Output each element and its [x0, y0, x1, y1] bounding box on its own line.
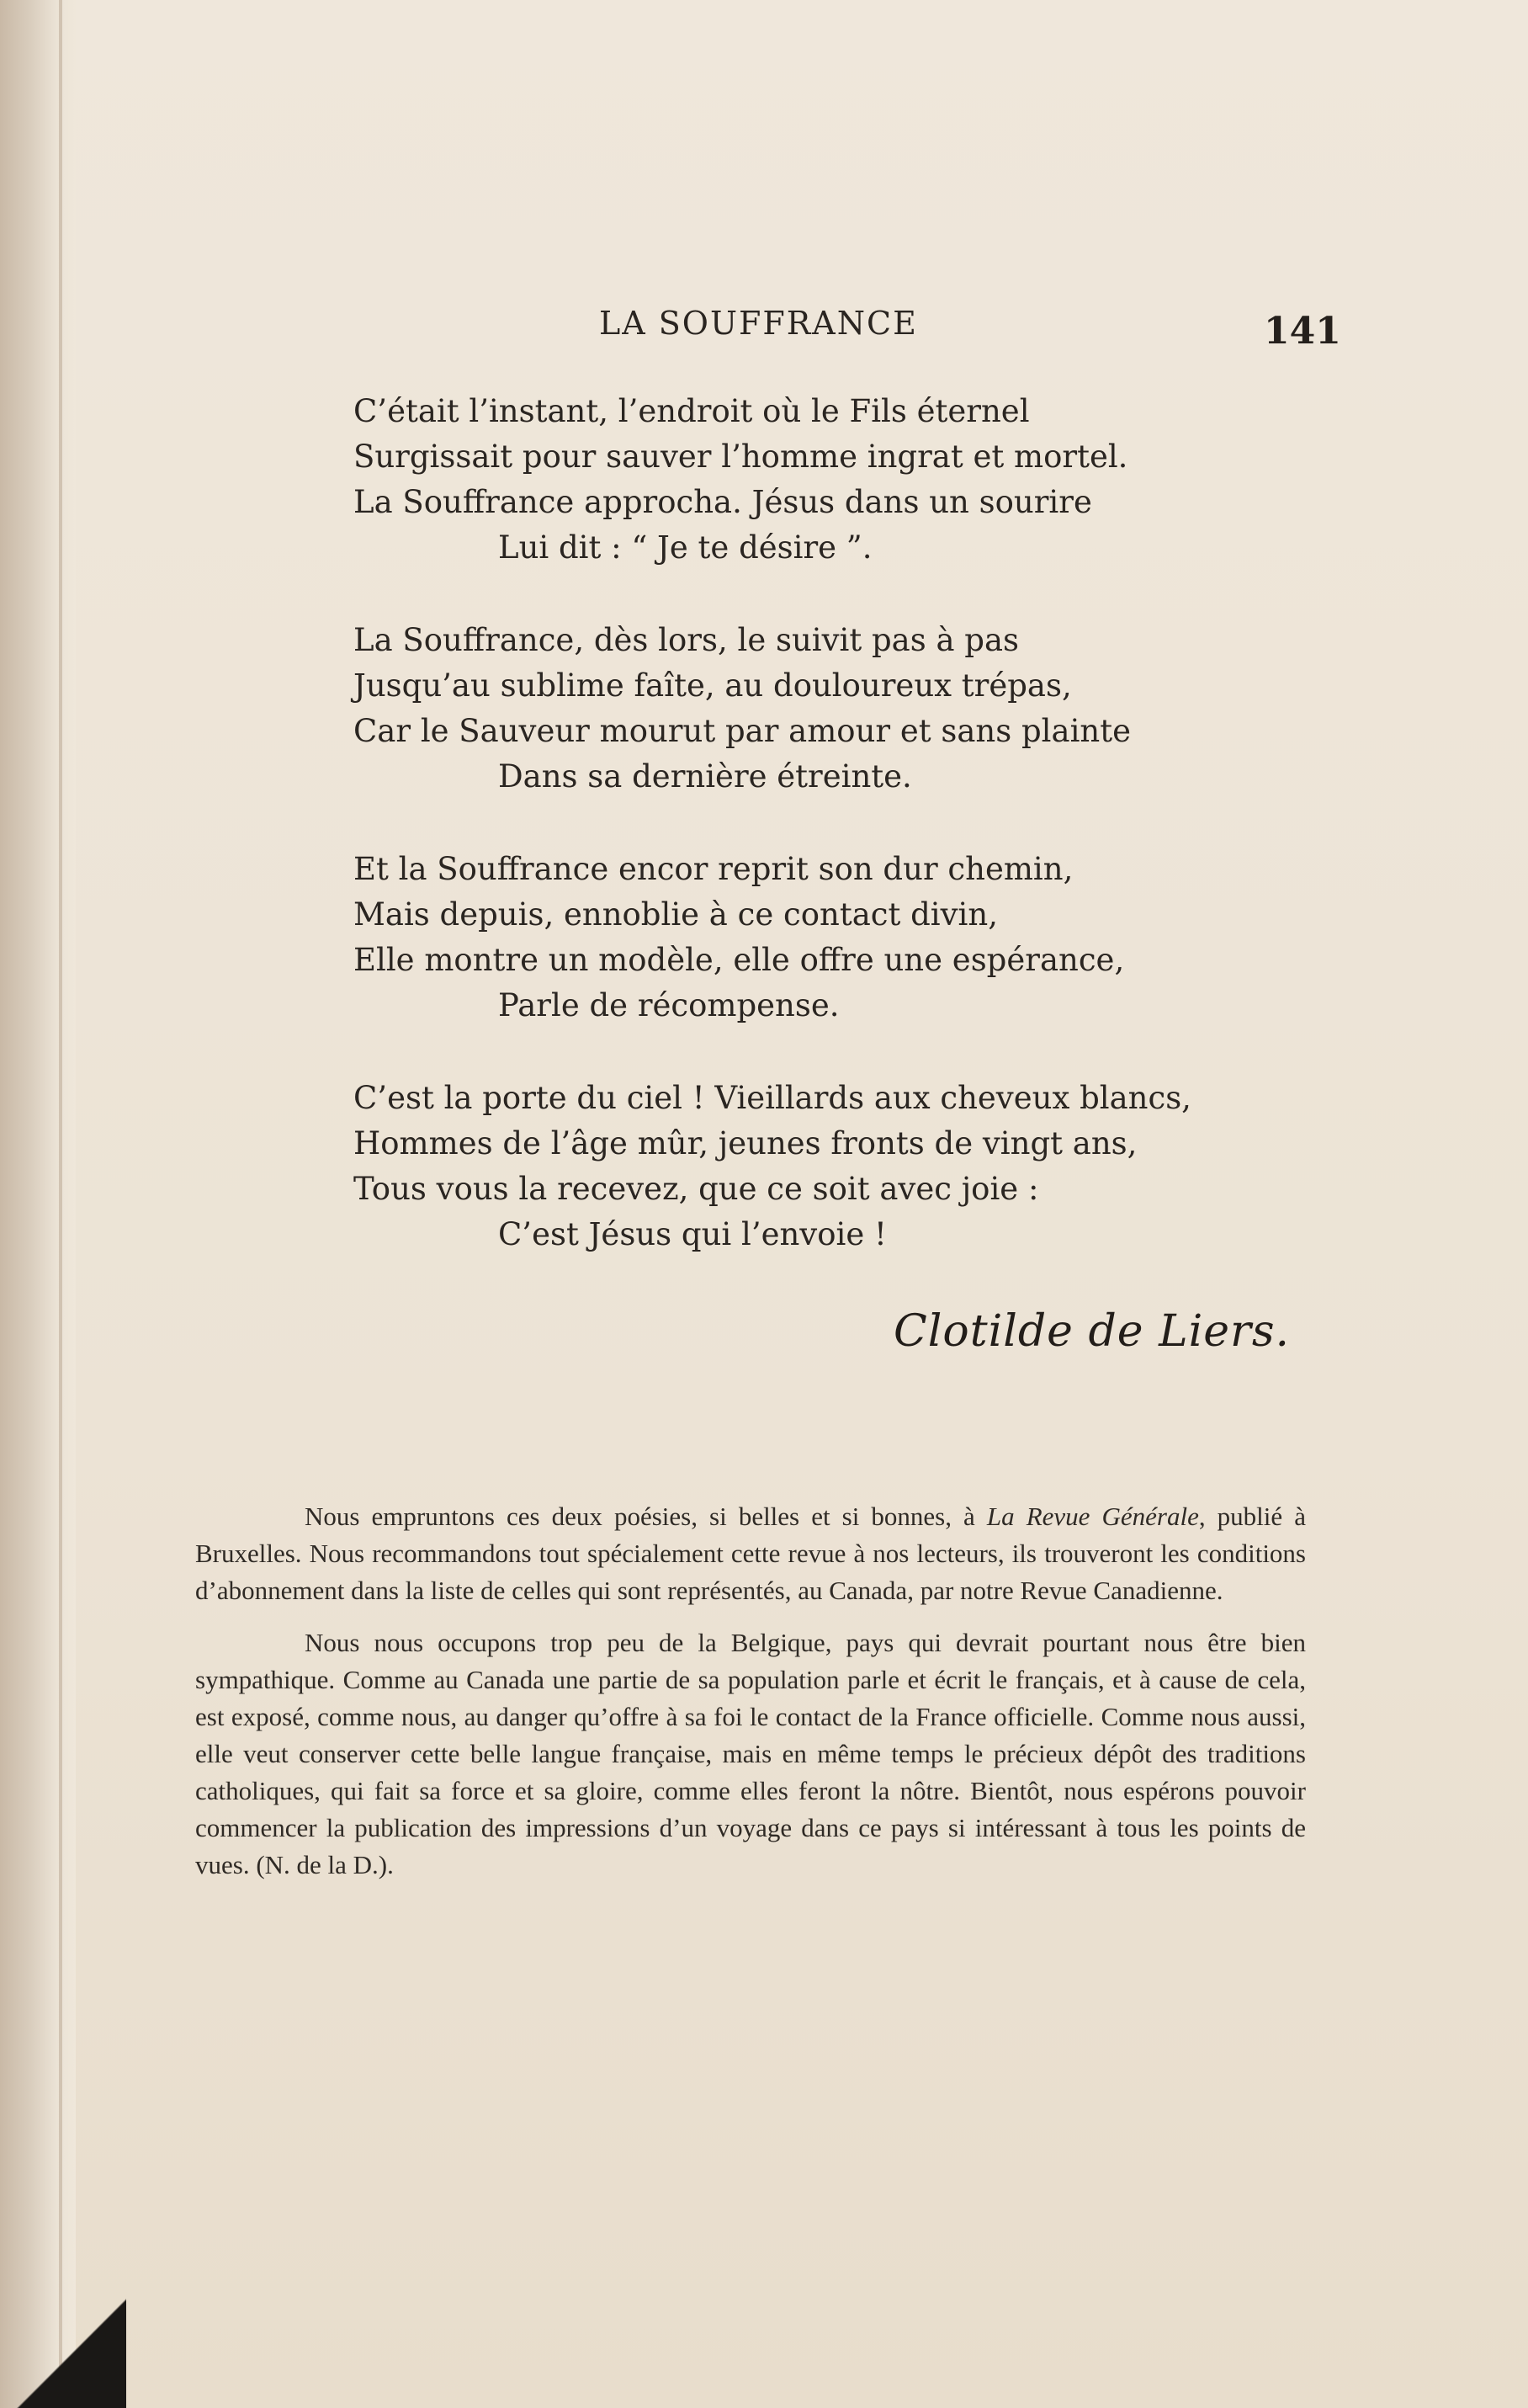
poem-refrain-line: Parle de récompense.: [498, 987, 840, 1023]
note-paragraph-2: Nous nous occupons trop peu de la Belgique, pays qui devrait pourtant nous être bien sympathique. Comme au Canada une partie de sa population parle et écrit le français, et à cause de cela, est exposé, comme nous, au danger qu’offre à sa foi le contact de la France officielle. Comme nous aussi, elle veut conserver cette belle langue française, mais en même temps le précieux dépôt des traditions catholiques, qui fait sa force et sa gloire, comme elles feront la nôtre. Bientôt, nous espérons pouvoir commencer la publication des impressions d’un voyage dans ce pays si intéressant à tous les points de vues. (N. de la D.).: [195, 1628, 1306, 1879]
poem-line: Mais depuis, ennoblie à ce contact divin,: [353, 896, 998, 933]
poem-refrain-line: C’est Jésus qui l’envoie !: [498, 1216, 887, 1252]
poem-line: Et la Souffrance encor reprit son dur chemin,: [353, 851, 1074, 887]
binding-line: [59, 0, 62, 2408]
publication-title: La Revue Générale: [986, 1502, 1199, 1531]
stanza-4: [353, 1076, 1195, 1257]
running-title: LA SOUFFRANCE: [599, 305, 918, 342]
poem-line: Elle montre un modèle, elle offre une espérance,: [353, 942, 1125, 978]
page-gutter: [0, 0, 76, 2408]
poem-line: Hommes de l’âge mûr, jeunes fronts de vingt ans,: [353, 1125, 1138, 1161]
poem-line: C’était l’instant, l’endroit où le Fils éternel: [353, 393, 1030, 429]
poem-line: Surgissait pour sauver l’homme ingrat et mortel.: [353, 439, 1128, 475]
page-number: 141: [1264, 310, 1341, 353]
poem-line: La Souffrance, dès lors, le suivit pas à pas: [353, 622, 1020, 658]
poem-refrain-line: Lui dit : “ Je te désire ”.: [498, 529, 873, 566]
note-text: Nous empruntons ces deux poésies, si belles et si bonnes, à: [305, 1502, 987, 1531]
page-corner-shadow: [0, 2290, 126, 2408]
poem: [353, 389, 1195, 1305]
poem-line: Car le Sauveur mourut par amour et sans plainte: [353, 713, 1132, 749]
poem-line: Tous vous la recevez, que ce soit avec joie :: [353, 1171, 1039, 1207]
author-signature: Clotilde de Liers.: [894, 1306, 1291, 1357]
poem-line: La Souffrance approcha. Jésus dans un sourire: [353, 484, 1092, 520]
stanza-1: [353, 389, 1195, 571]
poem-line: C’est la porte du ciel ! Vieillards aux cheveux blancs,: [353, 1080, 1191, 1116]
note-text: , publié à Bruxelles. Nous recommandons tout spécialement cette revue à nos lecteurs, ils trouveront les conditions d’abonnement dans la liste de celles qui sont représentés, au Canada, par notre Revue Canadienne.: [195, 1502, 1306, 1605]
note-paragraph-1: [195, 1498, 1306, 1609]
poem-refrain-line: Dans sa dernière étreinte.: [498, 758, 912, 795]
stanza-3: [353, 847, 1195, 1029]
editorial-note: [195, 1498, 1306, 1899]
poem-line: Jusqu’au sublime faîte, au douloureux trépas,: [353, 667, 1072, 704]
stanza-2: [353, 618, 1195, 800]
